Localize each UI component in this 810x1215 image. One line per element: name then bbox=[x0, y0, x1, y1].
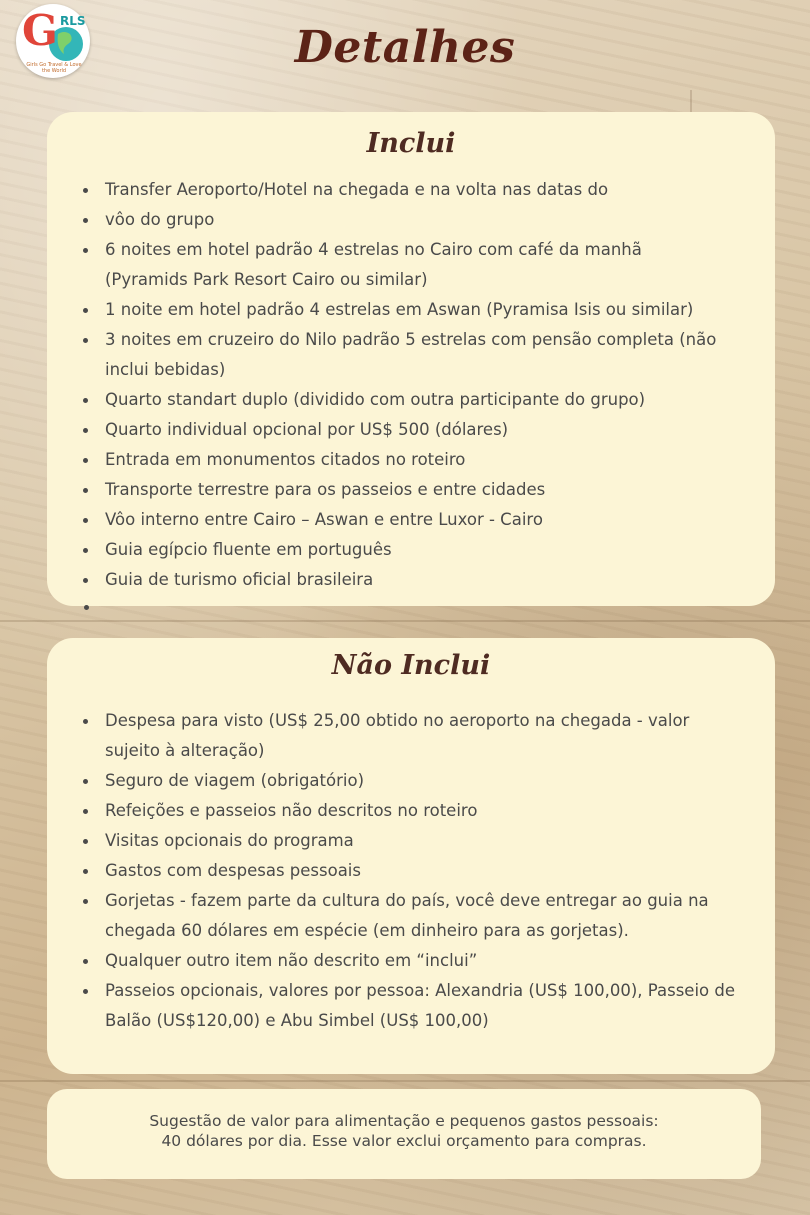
inclui-card bbox=[47, 112, 775, 606]
stray-bullet bbox=[84, 605, 89, 610]
logo-text: RLS bbox=[60, 14, 86, 28]
list-item: 1 noite em hotel padrão 4 estrelas em Aswan (Pyramisa Isis ou similar) bbox=[47, 295, 775, 325]
nao-inclui-card bbox=[47, 638, 775, 1074]
list-item: Refeições e passeios não descritos no roteiro bbox=[47, 796, 775, 826]
wall-texture-line bbox=[0, 1080, 810, 1082]
inclui-heading: Inclui bbox=[366, 128, 456, 159]
list-item: Entrada em monumentos citados no roteiro bbox=[47, 445, 775, 475]
list-item: Transfer Aeroporto/Hotel na chegada e na volta nas datas do bbox=[47, 175, 775, 205]
list-item: Despesa para visto (US$ 25,00 obtido no aeroporto na chegada - valor sujeito à alteração) bbox=[47, 706, 775, 766]
note-line-2: 40 dólares por dia. Esse valor exclui orçamento para compras. bbox=[161, 1132, 647, 1150]
nao-inclui-heading: Não Inclui bbox=[331, 650, 491, 681]
list-item: Gorjetas - fazem parte da cultura do país, você deve entregar ao guia na chegada 60 dólares em espécie (em dinheiro para as gorjetas). bbox=[47, 886, 775, 946]
nao-inclui-list bbox=[47, 706, 775, 1036]
list-item: Transporte terrestre para os passeios e entre cidades bbox=[47, 475, 775, 505]
inclui-list bbox=[47, 175, 775, 595]
list-item: Vôo interno entre Cairo – Aswan e entre Luxor - Cairo bbox=[47, 505, 775, 535]
list-item: Guia de turismo oficial brasileira bbox=[47, 565, 775, 595]
list-item: Quarto standart duplo (dividido com outra participante do grupo) bbox=[47, 385, 775, 415]
page-title: Detalhes bbox=[294, 22, 516, 73]
list-item: vôo do grupo bbox=[47, 205, 775, 235]
budget-note bbox=[47, 1089, 761, 1179]
list-item: Seguro de viagem (obrigatório) bbox=[47, 766, 775, 796]
list-item: 3 noites em cruzeiro do Nilo padrão 5 estrelas com pensão completa (não inclui bebidas) bbox=[47, 325, 775, 385]
logo-letter: G bbox=[22, 6, 58, 55]
list-item: Qualquer outro item não descrito em “inclui” bbox=[47, 946, 775, 976]
list-item: 6 noites em hotel padrão 4 estrelas no Cairo com café da manhã (Pyramids Park Resort Cairo ou similar) bbox=[47, 235, 775, 295]
list-item: Visitas opcionais do programa bbox=[47, 826, 775, 856]
list-item: Gastos com despesas pessoais bbox=[47, 856, 775, 886]
list-item: Passeios opcionais, valores por pessoa: Alexandria (US$ 100,00), Passeio de Balão (US$120,00) e Abu Simbel (US$ 100,00) bbox=[47, 976, 775, 1036]
wall-texture-line bbox=[0, 620, 810, 622]
list-item: Quarto individual opcional por US$ 500 (dólares) bbox=[47, 415, 775, 445]
logo-tagline: Girls Go Travel & Love the World bbox=[26, 62, 82, 74]
note-line-1: Sugestão de valor para alimentação e pequenos gastos pessoais: bbox=[149, 1112, 659, 1130]
list-item: Guia egípcio fluente em português bbox=[47, 535, 775, 565]
